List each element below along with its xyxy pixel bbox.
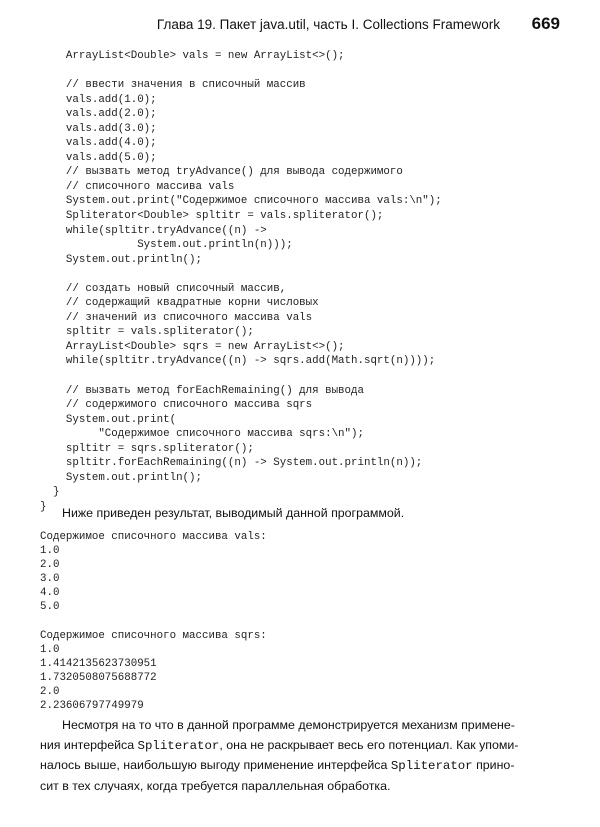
output-intro-text: Ниже приведен результат, выводимый данной программой. <box>62 506 405 520</box>
paragraph-text: ния интерфейса <box>40 737 138 752</box>
paragraph-line-4: сит в тех случаях, когда требуется параллельная обработка. <box>40 779 391 794</box>
page-number: 669 <box>531 14 560 33</box>
code-listing: ArrayList<Double> vals = new ArrayList<>(); // ввести значения в списочный массив vals.add(1.0); vals.add(2.0); vals.add(3.0); vals.add(4.0); vals.add(5.0); // вызвать метод tryAdvance() для вывода содержимого // списочного массива vals System.out.print("Содержимое списочного массива vals:\n"); Spliterator<Double> spltitr = vals.spliterator(); while(spltitr.tryAdvance((n) -> System.out.println(n))); System.out.println(); // создать новый списочный массив, // содержащий квадратные корни числовых // значений из списочного массива vals spltitr = vals.spliterator(); ArrayList<Double> sqrs = new ArrayList<>(); while(spltitr.tryAdvance((n) -> sqrs.add(Math.sqrt(n)))); // вызвать метод forEachRemaining() для вывода // содержимого списочного массива sqrs System.out.print( "Содержимое списочного массива sqrs:\n"); spltitr = sqrs.spliterator(); spltitr.forEachRemaining((n) -> System.out.println(n)); System.out.println(); } } <box>40 50 442 513</box>
body-paragraph <box>40 716 568 797</box>
paragraph-line-3 <box>40 756 568 777</box>
paragraph-line-1: Несмотря на то что в данной программе демонстрируется механизм примене- <box>62 718 515 732</box>
paragraph-text: , она не раскрывает весь его потенциал. Как упоми- <box>219 737 519 752</box>
chapter-title: Глава 19. Пакет java.util, часть I. Collections Framework <box>156 17 500 32</box>
inline-code: Spliterator <box>390 759 473 774</box>
paragraph-text: прино- <box>472 758 515 773</box>
paragraph-text: налось выше, наибольшую выгоду применение интерфейса <box>40 758 391 773</box>
inline-code: Spliterator <box>137 738 220 753</box>
paragraph-line-2 <box>40 736 568 757</box>
running-header <box>0 14 600 42</box>
program-output: Содержимое списочного массива vals: 1.0 2.0 3.0 4.0 5.0 Содержимое списочного массива sqrs: 1.0 1.4142135623730951 1.7320508075688772 2.0 2.23606797749979 <box>40 531 267 713</box>
